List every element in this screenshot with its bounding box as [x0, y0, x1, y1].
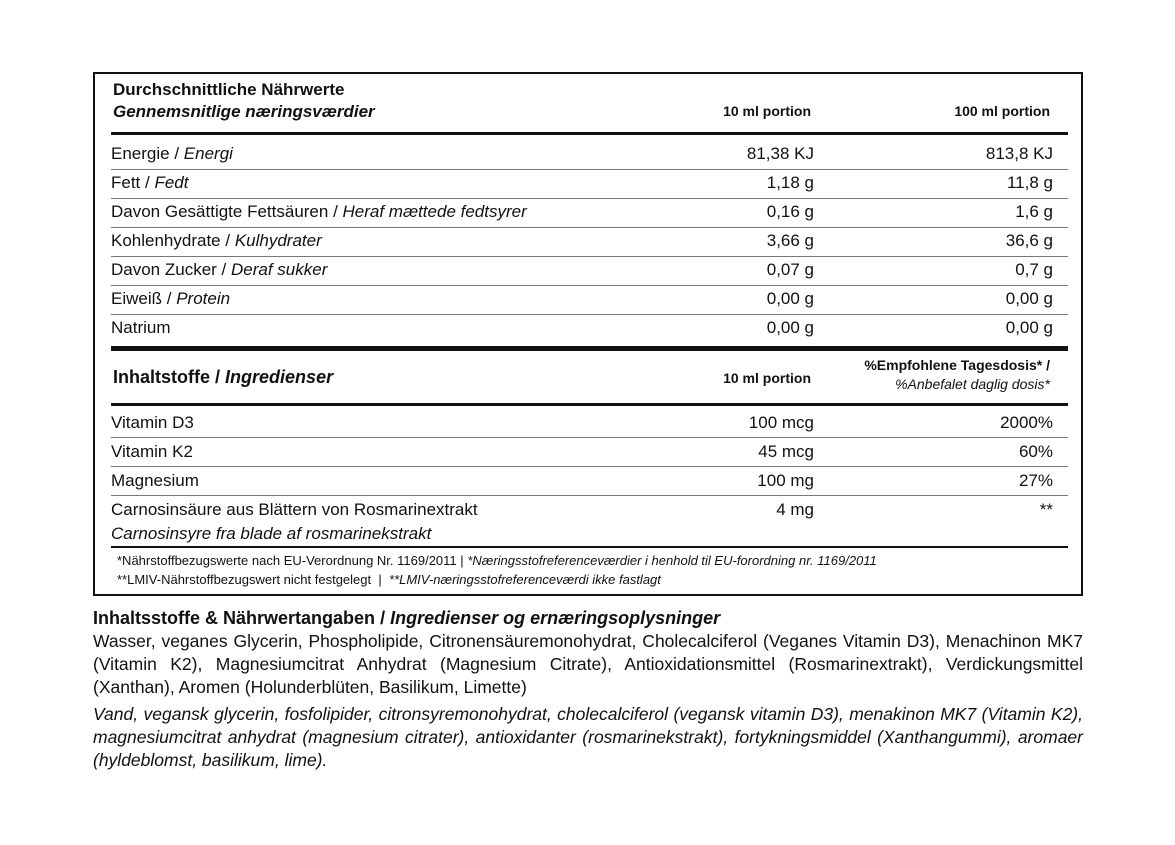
daily-dose-header-de: %Empfohlene Tagesdosis* / — [864, 357, 1050, 373]
row-divider — [111, 169, 1068, 170]
footnote-2-de: **LMIV-Nährstoffbezugswert nicht festgelegt — [117, 572, 372, 587]
value-10ml: 0,00 g — [766, 289, 814, 308]
value-10ml: 0,16 g — [766, 202, 814, 221]
ingredients-text-title — [93, 606, 1083, 630]
ingredient-daily-pct: 60% — [1018, 442, 1053, 461]
row-divider — [111, 256, 1068, 257]
value-100ml: 813,8 KJ — [985, 144, 1053, 163]
footnote-2 — [117, 572, 661, 587]
nutrient-name-de: Kohlenhydrate — [111, 231, 221, 250]
section-divider — [111, 346, 1068, 351]
daily-dose-header-da: %Anbefalet daglig dosis* — [895, 376, 1050, 392]
row-divider — [111, 495, 1068, 496]
ingredient-amount: 100 mcg — [748, 413, 814, 432]
value-100ml: 36,6 g — [1005, 231, 1053, 250]
nutrition-title-de: Durchschnittliche Nährwerte — [113, 80, 345, 99]
nutrient-name-da: Heraf mættede fedtsyrer — [342, 202, 527, 221]
ingredients-title-da: Ingredienser — [225, 367, 334, 387]
row-divider — [111, 466, 1068, 467]
ingredient-amount: 4 mg — [776, 500, 814, 519]
value-10ml: 81,38 KJ — [746, 144, 814, 163]
nutrition-label-box: Durchschnittliche Nährwerte Gennemsnitlige næringsværdier 10 ml portion 100 ml portion Energie / Energi 81,38 KJ 813,8 KJ Fett / Fedt 1,18 g 11,8 g Davon Gesättigte Fettsäuren / Heraf mættede fedtsyrer 0,16 g 1,6 g Kohlenhydrate / Kulhydrater 3,66 g 36,6 g Davon Zucker / Deraf sukker 0,07 g 0,7 g Eiweiß / Protein 0,00 g 0,00 g Natrium 0,00 g 0,00 g Inhaltstoffe / Ingredienser 10 ml portion %Empfohlene Tagesdosis* / %Anbefalet daglig dosis* Vitamin D3 100 mcg 2000% Vitamin K2 45 mcg 60% Magnesium 100 mg 27% Carnosinsäure aus Blättern von Rosmarinextrakt Carnosinsyre fra blade af rosmarinekstrakt 4 mg ** *Nährstoffbezugswerte nach EU-Verordnung Nr. 1169/2011 | *Næringsstofreferenceværdier i henhold til EU-forordning nr. 1169/2011 **LMIV-Nährstoffbezugswert nicht festgelegt | **LMIV-næringsstofreferenceværdi ikke fastlagt — [93, 72, 1083, 596]
nutrient-name-da: Kulhydrater — [234, 231, 322, 250]
nutrient-name-da: Protein — [176, 289, 231, 308]
footnote-1-da: *Næringsstofreferenceværdier i henhold til EU-forordning nr. 1169/2011 — [467, 553, 877, 568]
nutrient-name-de: Davon Zucker — [111, 260, 217, 279]
ingredient-name: Magnesium — [111, 471, 199, 490]
value-100ml: 0,00 g — [1005, 289, 1053, 308]
ingredient-amount: 45 mcg — [758, 442, 814, 461]
ingredients-table-title — [113, 367, 333, 388]
ingredients-col1-header: 10 ml portion — [723, 370, 811, 386]
nutrient-name-da: Energi — [183, 144, 233, 163]
ingredient-name: Vitamin D3 — [111, 413, 194, 432]
ingredients-title-de: Inhaltstoffe — [113, 367, 210, 387]
row-divider — [111, 198, 1068, 199]
ingredients-text-title-da: Ingredienser og ernæringsoplysninger — [390, 608, 721, 628]
title-separator: / — [215, 367, 221, 387]
ingredient-daily-pct: ** — [1039, 500, 1053, 519]
nutrient-name-da: Fedt — [154, 173, 189, 192]
value-100ml: 0,7 g — [1015, 260, 1053, 279]
nutrient-name-de: Davon Gesättigte Fettsäuren — [111, 202, 329, 221]
ingredients-text-title-de: Inhaltsstoffe & Nährwertangaben — [93, 608, 376, 628]
nutrient-name-de: Natrium — [111, 318, 171, 337]
ingredients-text-de: Wasser, veganes Glycerin, Phospholipide, Citronensäuremonohydrat, Cholecalciferol (Veganes Vitamin D3), Menachinon MK7 (Vitamin K2), Magnesiumcitrat Anhydrat (Magnesium Citrate), Antioxidationsmittel (Rosmarinextrakt), Verdickungsmittel (Xanthan), Aromen (Holunderblüten, Basilikum, Limette) — [93, 631, 1083, 697]
row-divider — [111, 285, 1068, 286]
value-100ml: 11,8 g — [1006, 173, 1053, 192]
ingredient-name: Carnosinsäure aus Blättern von Rosmarinextrakt — [111, 500, 478, 519]
ingredient-daily-pct: 27% — [1018, 471, 1053, 490]
nutrition-col1-header: 10 ml portion — [723, 103, 811, 119]
value-10ml: 1,18 g — [766, 173, 814, 192]
nutrient-name-de: Eiweiß — [111, 289, 163, 308]
ingredient-amount: 100 mg — [757, 471, 814, 490]
nutrient-name-de: Energie — [111, 144, 170, 163]
nutrition-col2-header: 100 ml portion — [954, 103, 1050, 119]
ingredient-name: Vitamin K2 — [111, 442, 193, 461]
nutrient-name-de: Fett — [111, 173, 141, 192]
footnote-separator: | — [378, 572, 382, 587]
divider — [111, 403, 1068, 406]
ingredient-daily-pct: 2000% — [1000, 413, 1053, 432]
divider — [111, 546, 1068, 548]
ingredient-name-da: Carnosinsyre fra blade af rosmarinekstrakt — [111, 524, 432, 543]
title-separator: / — [380, 608, 386, 628]
value-100ml: 1,6 g — [1015, 202, 1053, 221]
nutrition-title-da: Gennemsnitlige næringsværdier — [113, 102, 375, 121]
value-10ml: 0,07 g — [766, 260, 814, 279]
value-10ml: 3,66 g — [766, 231, 814, 250]
footnote-1-de: *Nährstoffbezugswerte nach EU-Verordnung Nr. 1169/2011 — [117, 553, 457, 568]
divider — [111, 132, 1068, 135]
footnote-2-da: **LMIV-næringsstofreferenceværdi ikke fastlagt — [388, 572, 661, 587]
value-10ml: 0,00 g — [766, 318, 814, 337]
footnote-separator: | — [460, 553, 464, 568]
row-divider — [111, 437, 1068, 438]
nutrient-name-da: Deraf sukker — [231, 260, 328, 279]
ingredients-text-da: Vand, vegansk glycerin, fosfolipider, citronsyremonohydrat, cholecalciferol (vegansk vitamin D3), menakinon MK7 (Vitamin K2), magnesiumcitrat anhydrat (magnesium citrater), antioxidanter (rosmarinekstrakt), fortykningsmiddel (Xanthangummi), aromaer (hyldeblomst, basilikum, lime). — [93, 704, 1083, 770]
ingredients-text-section — [93, 606, 1083, 772]
footnote-1 — [117, 553, 877, 568]
row-divider — [111, 227, 1068, 228]
value-100ml: 0,00 g — [1005, 318, 1053, 337]
row-divider — [111, 314, 1068, 315]
